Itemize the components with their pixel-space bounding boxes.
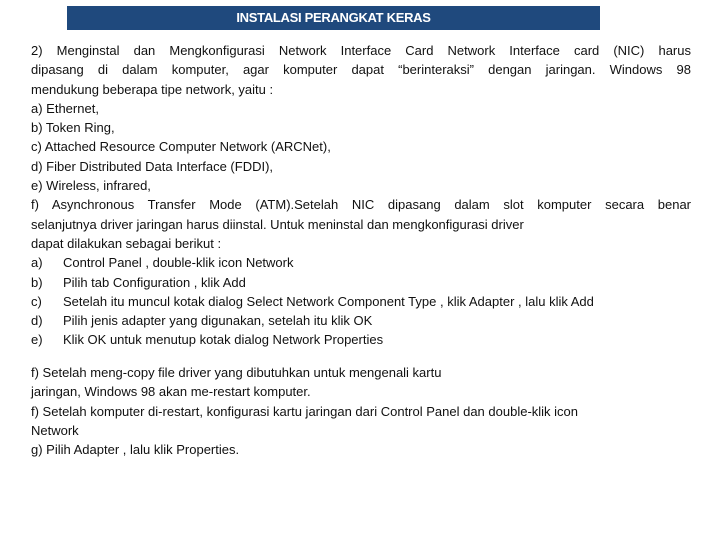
network-type: a) Ethernet, <box>31 100 99 116</box>
main-text <box>31 41 691 350</box>
step-item <box>31 330 691 349</box>
text-line: f) Setelah meng-copy file driver yang dibutuhkan untuk mengenali kartu <box>31 365 442 380</box>
atm-line: dapat dilakukan sebagai berikut : <box>31 235 222 251</box>
intro-line: 2) Menginstal dan Mengkonfigurasi Network Interface Card Network Interface card (NIC) harus <box>31 43 691 58</box>
step-text: Pilih jenis adapter yang digunakan, setelah itu klik OK <box>63 313 373 329</box>
step-item <box>31 253 691 272</box>
text-line: g) Pilih Adapter , lalu klik Properties. <box>31 442 240 458</box>
step-marker: b) <box>31 274 43 290</box>
network-type: e) Wireless, infrared, <box>31 178 151 194</box>
step-text: Setelah itu muncul kotak dialog Select Network Component Type , klik Adapter , lalu klik Add <box>63 293 594 309</box>
text-line: Network <box>31 422 79 438</box>
step-item <box>31 273 691 292</box>
step-marker: c) <box>31 293 42 309</box>
network-type: b) Token Ring, <box>31 120 115 136</box>
secondary-text <box>31 363 671 459</box>
text-line: f) Setelah komputer di-restart, konfigurasi kartu jaringan dari Control Panel dan double-klik icon <box>31 403 579 419</box>
step-marker: a) <box>31 255 43 271</box>
step-text: Control Panel , double-klik icon Network <box>63 255 294 271</box>
slide-title: INSTALASI PERANGKAT KERAS <box>67 6 600 30</box>
step-marker: d) <box>31 313 43 329</box>
step-item <box>31 311 691 330</box>
step-marker: e) <box>31 332 43 348</box>
step-text: Pilih tab Configuration , klik Add <box>63 274 246 290</box>
text-line: jaringan, Windows 98 akan me-restart komputer. <box>31 384 311 400</box>
step-text: Klik OK untuk menutup kotak dialog Network Properties <box>63 332 384 348</box>
atm-line: f) Asynchronous Transfer Mode (ATM).Setelah NIC dipasang dalam slot komputer secara benar <box>31 197 691 213</box>
network-type: c) Attached Resource Computer Network (ARCNet), <box>31 139 331 155</box>
atm-line: selanjutnya driver jaringan harus diinstal. Untuk meninstal dan mengkonfigurasi driver <box>31 216 524 232</box>
step-item <box>31 292 691 311</box>
network-type: d) Fiber Distributed Data Interface (FDDI), <box>31 158 274 174</box>
intro-line: mendukung beberapa tipe network, yaitu : <box>31 81 274 97</box>
intro-line: dipasang di dalam komputer, agar komputer dapat “berinteraksi” dengan jaringan. Windows 98 <box>31 62 691 78</box>
